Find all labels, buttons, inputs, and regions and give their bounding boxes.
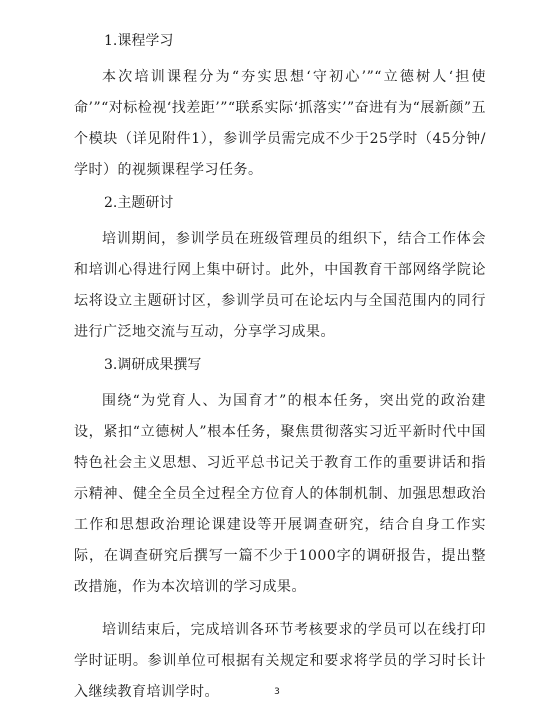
page-number: 3 — [274, 687, 280, 697]
section-heading: 1.课程学习 — [104, 33, 174, 49]
section-course-study — [74, 30, 486, 186]
section-heading: 3.调研成果撰写 — [104, 357, 202, 373]
section-topic-discussion — [74, 192, 486, 348]
section-body: 培训期间，参训学员在班级管理员的组织下，结合工作体会和培训心得进行网上集中研讨。此外，中国教育干部网络学院论坛将设立主题研讨区，参训学员可在论坛内与全国范围内的同行进行广泛地交流与互动，分享学习成果。 — [74, 231, 486, 340]
section-body: 围绕“为党育人、为国育才”的根本任务，突出党的政治建设，紧扣“立德树人”根本任务，聚焦贯彻落实习近平新时代中国特色社会主义思想、习近平总书记关于教育工作的重要讲话和指示精神、健全全员全过程全方位育人的体制机制、加强思想政治工作和思想政治理论课建设等开展调查研究，结合自身工作实际，在调查研究后撰写一篇不少于1000字的调研报告，提出整改措施，作为本次培训的学习成果。 — [74, 393, 486, 595]
section-body: 本次培训课程分为“夯实思想‘守初心’”“立德树人‘担使命’”“对标检视‘找差距’”“联系实际‘抓落实’”奋进有为“展新颜”五个模块（详见附件1），参训学员需完成不少于25学时（45分钟/学时）的视频课程学习任务。 — [74, 69, 486, 178]
section-heading: 2.主题研讨 — [104, 195, 174, 211]
section-research-writing — [74, 354, 486, 603]
closing-paragraph: 培训结束后，完成培训各环节考核要求的学员可以在线打印学时证明。参训单位可根据有关规定和要求将学员的学习时长计入继续教育培训学时。 — [74, 622, 486, 700]
